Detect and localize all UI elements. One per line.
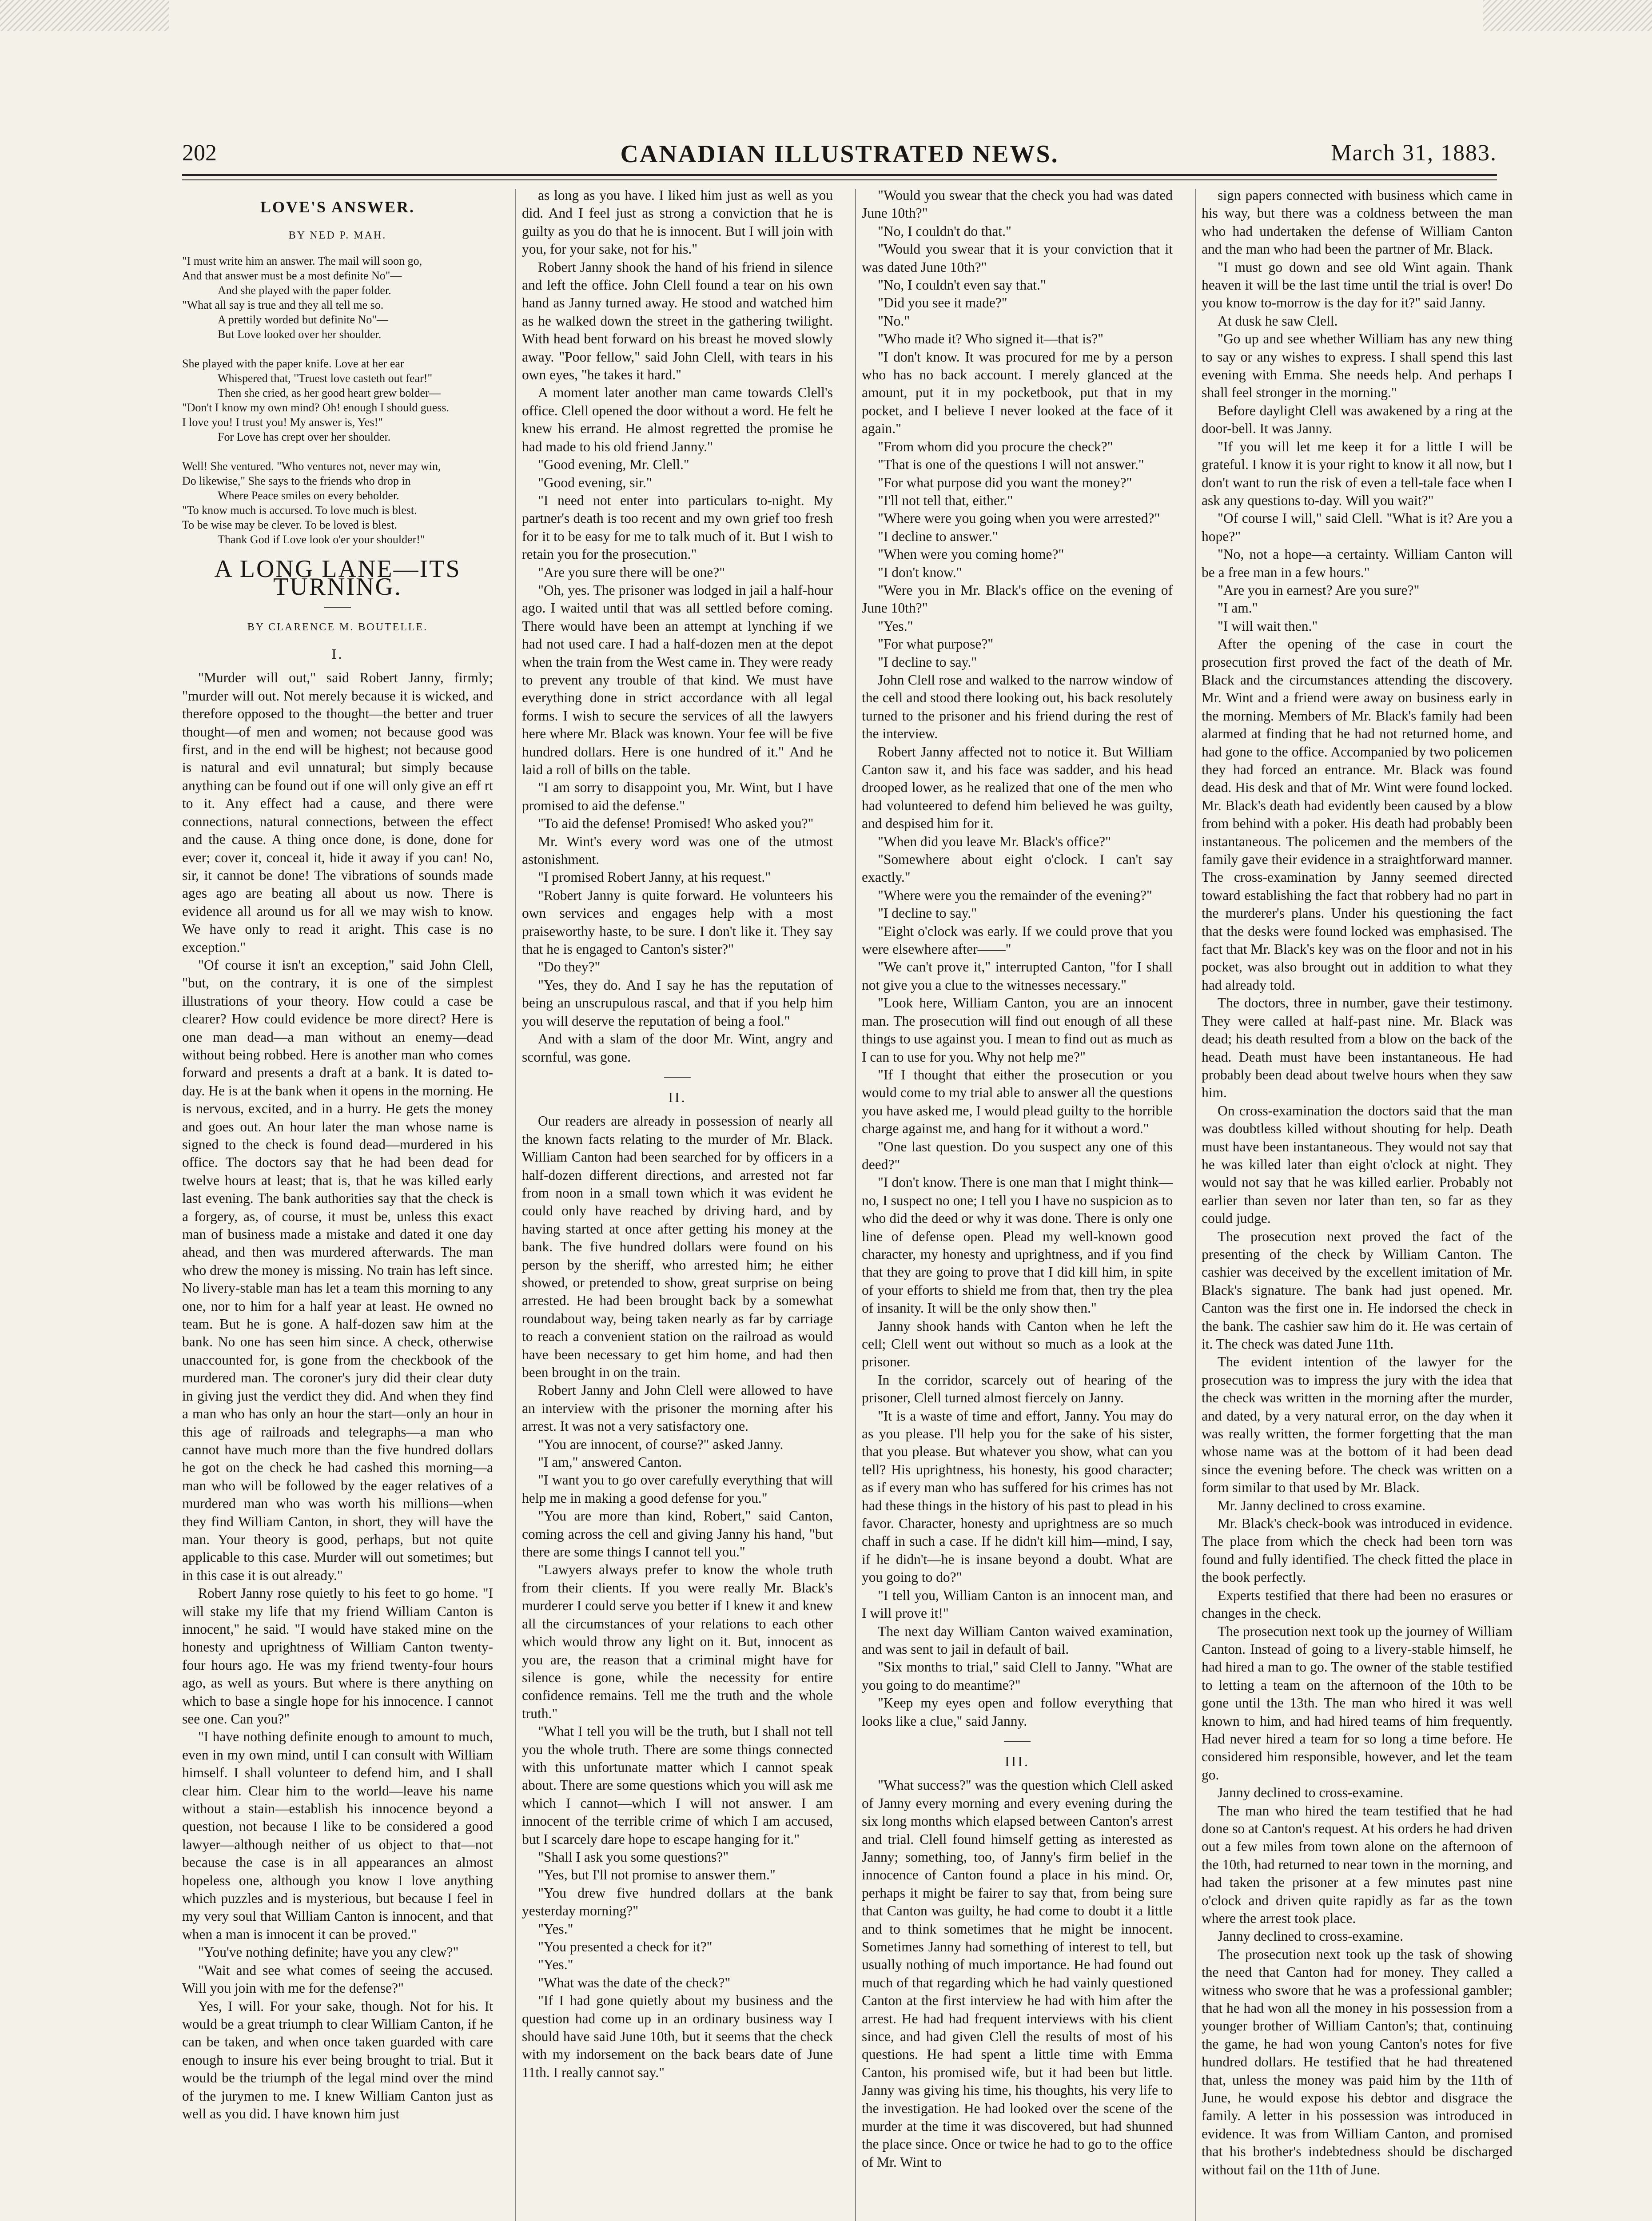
paragraph: A moment later another man came towards Clell's office. Clell opened the door without a word. He felt he knew his errand. He almost regretted the promise he had made to his old friend Janny." xyxy=(522,385,833,454)
paragraph: "Are you sure there will be one?" xyxy=(538,564,725,580)
paragraph: "I don't know. There is one man that I might think—no, I suspect no one; I tell you I have no suspicion as to who did the deed or why it was done. There is only one line of defense open. Plead my well-known good character, my honesty and uprightness, and if you find that they are going to prove that I did kill him, in spite of your efforts to shield me from that, then try the plea of insanity. It will be the only show then." xyxy=(862,1174,1173,1316)
paragraph: "To aid the defense! Promised! Who asked you?" xyxy=(538,816,814,832)
paragraph: "For what purpose?" xyxy=(878,636,994,652)
paragraph: "Keep my eyes open and follow everything that looks like a clue," said Janny. xyxy=(862,1695,1173,1729)
paragraph: The prosecution next took up the task of showing the need that Canton had for money. They called a witness who swore that he was a professional gambler; that he had won all the money in his possession from a younger brother of William Canton's; that, continuing the game, he had won young Canton's notes for five hundred dollars. He testified that he had threatened that, unless the money was paid him by the 11th of June, he would expose his debtor and disgrace the family. A letter in his possession was introduced in evidence. It was from William Canton, and promised that his brother's indebtedness should be discharged without fail on the 11th of June. xyxy=(1202,1946,1513,2177)
chapter-heading: I. xyxy=(331,646,344,662)
paragraph: "I don't know. It was procured for me by a person who has no back account. I merely glanced at the amount, put it in my pocketbook, put that in my pocket, and I believe I never looked at the face of it again." xyxy=(862,349,1173,437)
paragraph: At dusk he saw Clell. xyxy=(1218,313,1338,329)
paragraph: Mr. Wint's every word was one of the utmost astonishment. xyxy=(522,833,833,868)
poem-line: She played with the paper knife. Love at her ear xyxy=(182,357,404,370)
poem-line: Where Peace smiles on every beholder. xyxy=(218,489,399,502)
paragraph: "You've nothing definite; have you any clew?" xyxy=(198,1944,459,1960)
paragraph: "I am sorry to disappoint you, Mr. Wint, but I have promised to aid the defense." xyxy=(522,780,833,813)
paragraph: "You presented a check for it?" xyxy=(538,1939,713,1954)
paragraph: "When did you leave Mr. Black's office?" xyxy=(878,833,1111,849)
paragraph: "We can't prove it," interrupted Canton, "for I shall not give you a clue to the witnesses necessary." xyxy=(862,959,1173,993)
page-number: 202 xyxy=(182,140,217,166)
column-text xyxy=(1202,187,1513,2179)
poem-line xyxy=(182,444,493,459)
paragraph: "I'll not tell that, either." xyxy=(878,492,1013,508)
paragraph: "No." xyxy=(878,313,910,329)
paragraph: Robert Janny rose quietly to his feet to go home. "I will stake my life that my friend William Canton is innocent," he said. "I would have staked mine on the honesty and uprightness of William Canton twenty-four hours ago. He was my friend twenty-four hours ago, as well as yours. But where is there anything on which to base a single hope for his innocence. I cannot see one. Can you?" xyxy=(182,1585,493,1727)
paragraph: "Who made it? Who signed it—that is?" xyxy=(878,331,1104,347)
paragraph: "It is a waste of time and effort, Janny. You may do as you please. I'll help you for the sake of his sister, that you please. But whatever you show, what can you tell? His uprightness, his honesty, his good character; as if every man who has suffered for his crimes has not had these things in the history of his past to plead in his favor. Character, honesty and uprightness are so much chaff in such a case. If he didn't kill him—mind, I say, if he didn't—he is insane beyond a doubt. What are you going to do?" xyxy=(862,1408,1173,1585)
poem-line: But Love looked over her shoulder. xyxy=(218,327,382,341)
poem-line: A prettily worded but definite No"— xyxy=(218,313,388,326)
column-text xyxy=(862,187,1173,2171)
column-divider xyxy=(515,189,516,2221)
paragraph: "If I had gone quietly about my business and the question had come up in an ordinary business way I should have said June 10th, but it seems that the check with my indorsement on the back bears date of June 11th. I really cannot say." xyxy=(522,1993,833,2080)
paragraph: "Would you swear that the check you had was dated June 10th?" xyxy=(862,187,1173,221)
poem-line: "To know much is accursed. To love much is blest. xyxy=(182,503,417,517)
poem-title: LOVE'S ANSWER. xyxy=(260,198,415,216)
paragraph: "One last question. Do you suspect any one of this deed?" xyxy=(862,1138,1173,1172)
paragraph: Janny declined to cross-examine. xyxy=(1218,1928,1404,1944)
paragraph: Experts testified that there had been no erasures or changes in the check. xyxy=(1202,1587,1513,1621)
paragraph: "Were you in Mr. Black's office on the evening of June 10th?" xyxy=(862,582,1173,616)
paragraph: The man who hired the team testified that he had done so at Canton's request. At his orders he had driven out a few miles from town alone on the afternoon of the 10th, had returned to near town in the morning, and had taken the prisoner at a few minutes past nine o'clock and driven quite rapidly as far as the town where the arrest took place. xyxy=(1202,1803,1513,1926)
paragraph: The prosecution next proved the fact of the presenting of the check by William Canton. The cashier was deceived by the excellent imitation of Mr. Black's signature. The bank had just opened. Mr. Canton was the first one in. He indorsed the check in the bank. The cashier saw him do it. He was certain of it. The check was dated June 11th. xyxy=(1202,1228,1513,1352)
paragraph: In the corridor, scarcely out of hearing of the prisoner, Clell turned almost fiercely on Janny. xyxy=(862,1372,1173,1406)
story-byline: BY CLARENCE M. BOUTELLE. xyxy=(247,621,428,633)
poem-byline: BY NED P. MAH. xyxy=(288,230,387,242)
paragraph: "What was the date of the check?" xyxy=(538,1974,731,1990)
paper-title: CANADIAN ILLUSTRATED NEWS. xyxy=(620,140,1059,168)
paragraph: Janny declined to cross-examine. xyxy=(1218,1785,1404,1801)
story-title: A LONG LANE—ITS TURNING. xyxy=(214,555,461,601)
poem-line: Well! She ventured. "Who ventures not, never may win, xyxy=(182,459,441,473)
poem-line xyxy=(182,342,493,356)
paragraph: "When were you coming home?" xyxy=(878,546,1064,562)
paragraph: "Eight o'clock was early. If we could prove that you were elsewhere after——" xyxy=(862,923,1173,957)
paragraph: "You drew five hundred dollars at the bank yesterday morning?" xyxy=(522,1885,833,1919)
column-3 xyxy=(862,187,1173,2221)
paragraph: "Look here, William Canton, you are an innocent man. The prosecution will find out enough of all these things to use against you. I mean to find out as much as I can to use for you. Why not help me?" xyxy=(862,995,1173,1065)
paragraph: John Clell rose and walked to the narrow window of the cell and stood there looking out, his back resolutely turned to the prisoner and his friend during the rest of the interview. xyxy=(862,672,1173,742)
paragraph: The doctors, three in number, gave their testimony. They were called at half-past nine. Mr. Black was dead; his death resulted from a blow on the back of the head. Death must have been instantaneous. He had probably been dead about twelve hours when they saw him. xyxy=(1202,995,1513,1101)
paragraph: "No, I couldn't even say that." xyxy=(878,277,1046,293)
paragraph: "Oh, yes. The prisoner was lodged in jail a half-hour ago. I waited until that was all settled before coming. There would have been an attempt at lynching if we had not used care. I had a half-dozen men at the depot when the train from the West came in. They were ready to prevent any trouble of that kind. We must have everything done in strict accordance with all legal forms. I wish to secure the services of all the lawyers here where Mr. Black was known. Your fee will be five hundred dollars. Here is one hundred of it." And he laid a roll of bills on the table. xyxy=(522,582,833,777)
chapter-heading: III. xyxy=(1005,1753,1030,1769)
paragraph: "Are you in earnest? Are you sure?" xyxy=(1218,582,1420,598)
column-divider xyxy=(855,189,856,2221)
paragraph: "I decline to say." xyxy=(878,654,977,670)
paragraph: The prosecution next took up the journey of William Canton. Instead of going to a livery-stable himself, he had hired a man to go. The owner of the stable testified to letting a team on the afternoon of the 10th to be gone until the 13th. The man who hired it was well known to him, and had hired teams of him frequently. Had never hired a team for so long a time before. He considered him responsible, however, and let the team go. xyxy=(1202,1623,1513,1783)
paragraph: "What success?" was the question which Clell asked of Janny every morning and every evening during the six long months which elapsed between Canton's arrest and trial. Clell found himself getting as interested as Janny; something, too, of Janny's firm belief in the innocence of Canton found a place in his mind. Or, perhaps it might be fairer to say that, from being sure that Canton was guilty, he had come to doubt it a little and to think sometimes that he might be innocent. Sometimes Janny had something of interest to tell, but usually nothing of much importance. He had found out much of that regarding which he had vainly questioned Canton at the first interview he had with him after the arrest. He had had frequent interviews with his client since, and had given Clell the results of most of his questions. He had spent a little time with Emma Canton, his promised wife, but it had been but little. Janny was giving his time, his thoughts, his very life to the investigation. He had looked over the scene of the murder at the time it was discovered, but had shunned the place since. Once or twice he had to go to the office of Mr. Wint to xyxy=(862,1777,1173,2170)
paragraph: "No, I couldn't do that." xyxy=(878,223,1011,239)
paragraph: "Yes, but I'll not promise to answer them." xyxy=(538,1867,776,1883)
page-corner-stain-right xyxy=(1483,0,1652,31)
paragraph: "Good evening, Mr. Clell." xyxy=(538,457,689,473)
paragraph: "Go up and see whether William has any new thing to say or any wishes to express. I shall spend this last evening with Emma. She needs help. And perhaps I shall feel stronger in the morning." xyxy=(1202,331,1513,401)
poem-line: To be wise may be clever. To be loved is blest. xyxy=(182,518,397,531)
issue-date: March 31, 1883. xyxy=(1331,140,1497,166)
paragraph: "For what purpose did you want the money?" xyxy=(878,474,1132,490)
column-divider xyxy=(1195,189,1196,2221)
paragraph: "I don't know." xyxy=(878,564,962,580)
section-rule xyxy=(1004,1741,1031,1742)
paragraph: "Did you see it made?" xyxy=(878,295,1007,311)
poem-line: I love you! I trust you! My answer is, Yes!" xyxy=(182,415,383,429)
paragraph: "I have nothing definite enough to amount to much, even in my own mind, until I can consult with William himself. I shall volunteer to defend him, and I shall clear him. Clear him to the world—leave his name without a stain—establish his innocence beyond a question, not because I like to be considered a good lawyer—although neither of us object to that—not because the case is in all appearances an almost hopeless one, although you know I love anything which puzzles and is mysterious, but because I feel in my very soul that William Canton is innocent, and that when a man is innocent it can be proved." xyxy=(182,1729,493,1942)
paragraph: "From whom did you procure the check?" xyxy=(878,438,1113,454)
paragraph: "Good evening, sir." xyxy=(538,474,652,490)
paragraph: "Six months to trial," said Clell to Janny. "What are you going to do meantime?" xyxy=(862,1659,1173,1693)
poem-line: "Don't I know my own mind? Oh! enough I should guess. xyxy=(182,401,449,414)
column-1 xyxy=(182,187,493,2221)
poem-line: And she played with the paper folder. xyxy=(218,283,391,297)
paragraph: "Yes." xyxy=(538,1957,573,1973)
paragraph: "Murder will out," said Robert Janny, firmly; "murder will out. Not merely because it is wicked, and therefore opposed to the thought—the better and truer thought—of men and women; not because good was first, and in the end will be highest; not because good is natural and evil unnatural; but simply because anything can be found out if one will only give an eff rt to it. Any effect had a cause, and there were connections, natural connections, between the effect and the cause. A thing once done, is done, done for ever; cover it, conceal it, hide it away if you can! No, sir, it cannot be done! The vibrations of sounds made ages ago are beating all about us now. There is evidence all around us for all we may wish to know. We have only to read it aright. This case is no exception." xyxy=(182,670,493,955)
paragraph: The evident intention of the lawyer for the prosecution was to impress the jury with the idea that the check was written in the morning after the murder, and dated, by a very natural error, on the day when it was really written, the former forgetting that the man whose name was at the bottom of it had been dead since the evening before. The check was written on a form similar to that used by Mr. Black. xyxy=(1202,1354,1513,1496)
paragraph: "I need not enter into particulars to-night. My partner's death is too recent and my own grief too fresh for it to be easy for me to talk much of it. But I wish to retain you for the prosecution." xyxy=(522,492,833,562)
masthead xyxy=(182,140,1497,167)
paragraph: "I want you to go over carefully everything that will help me in making a good defense for you." xyxy=(522,1472,833,1506)
paragraph: "I am," answered Canton. xyxy=(538,1454,682,1470)
poem-line: Then she cried, as her good heart grew bolder— xyxy=(218,386,441,399)
paragraph: Robert Janny shook the hand of his friend in silence and left the office. John Clell found a tear on his own hand as Janny turned away. He stood and watched him as he walked down the street in the gathering twilight. With head bent forward on his breast he moved slowly away. "Poor fellow," said John Clell, with tears in his own eyes, "he takes it hard." xyxy=(522,259,833,383)
paragraph: "Yes." xyxy=(878,618,913,634)
paragraph: On cross-examination the doctors said that the man was doubtless killed without shouting for help. Death must have been instantaneous. They would not say that he was killed later than eight o'clock at night. They would not say that he was killed earlier. Probably not earlier than seven nor later than ten, so far as they could judge. xyxy=(1202,1103,1513,1226)
paragraph: "Of course it isn't an exception," said John Clell, "but, on the contrary, it is one of the simplest illustrations of your theory. How could a case be clearer? How could evidence be more direct? Here is one man dead—a man without an enemy—dead without being robbed. Here is another man who comes forward and presents a draft at a bank. It is dated to-day. He is at the bank when it opens in the morning. He is nervous, excited, and in a hurry. He gets the money and goes out. An hour later the man whose name is signed to the check is found dead—murdered in his office. The doctors say that he had been dead for twelve hours at least; that is, that he was killed early last evening. The bank authorities say that the check is a forgery, as, of course, it must be, unless this exact man of business made a mistake and dated it one day ahead, and then was murdered afterwards. The man who drew the money is missing. No train has left since. No livery-stable man has let a team this morning to any one, nor to him for a half year at least. He owned no team. But he is gone. A half-dozen saw him at the bank. No one has seen him since. A check, otherwise unaccounted for, is gone from the checkbook of the murdered man. The coroner's jury did their clear duty in giving just the verdict they did. And when they find a man who has only an hour the start—only an hour in this age of railroads and telegraphs—a man who cannot have much more than the five hundred dollars he got on the check he had cashed this morning—a man who will be followed by the eager relatives of a murdered man who was worth his millions—when they find William Canton, in short, they will have the man. Your theory is good, perhaps, but not quite applicable to this case. Murder will out sometimes; but in this case it is out already." xyxy=(182,957,493,1583)
paragraph: Robert Janny affected not to notice it. But William Canton saw it, and his face was sadder, and his head drooped lower, as he realized that one of the men who had volunteered to defend him believed he was guilty, and despised him for it. xyxy=(862,744,1173,832)
paragraph: "I must go down and see old Wint again. Thank heaven it will be the last time until the trial is over! Do you know to-morrow is the day for it?" said Janny. xyxy=(1202,259,1513,311)
paragraph: Mr. Black's check-book was introduced in evidence. The place from which the check had been torn was found and fully identified. The check fitted the place in the book perfectly. xyxy=(1202,1516,1513,1585)
paragraph: Before daylight Clell was awakened by a ring at the door-bell. It was Janny. xyxy=(1202,402,1513,437)
paragraph: "If I thought that either the prosecution or you would come to my trial able to answer all the questions you have asked me, I would plead guilty to the horrible charge against me, and hang for it without a word." xyxy=(862,1067,1173,1137)
paragraph: "No, not a hope—a certainty. William Canton will be a free man in a few hours." xyxy=(1202,546,1513,580)
paragraph: "If you will let me keep it for a little I will be grateful. I know it is your right to know it all now, but I don't want to run the risk of even a tell-tale face when I ask any questions to-day. Will you wait?" xyxy=(1202,438,1513,508)
paragraph: "I promised Robert Janny, at his request." xyxy=(538,869,771,885)
paragraph: "Lawyers always prefer to know the whole truth from their clients. If you were really Mr. Black's murderer I could serve you better if I knew it and knew all the circumstances of your relations to each other which would throw any light on it. But, innocent as you are, the reason that a criminal might have for silence is gone, while the necessity for entire confidence remains. Tell me the truth and the whole truth." xyxy=(522,1562,833,1721)
paragraph: sign papers connected with business which came in his way, but there was a coldness between the man who had undertaken the defense of William Canton and the man who had been the partner of Mr. Black. xyxy=(1202,187,1513,257)
paragraph: "Wait and see what comes of seeing the accused. Will you join with me for the defense?" xyxy=(182,1962,493,1996)
paragraph: "Where were you the remainder of the evening?" xyxy=(878,887,1152,903)
paragraph: Our readers are already in possession of nearly all the known facts relating to the murder of Mr. Black. William Canton had been searched for by officers in a half-dozen different directions, and arrested not far from noon in a small town which it was evident he could only have reached by driving hard, and by having started at once after getting his money at the bank. The five hundred dollars were found on his person by the sheriff, who arrested him; he either showed, or pretended to show, great surprise on being arrested. He had been brought back by a somewhat roundabout way, being taken nearly as far by carriage to reach a convenient station on the railroad as would have been necessary to get him home, and had then been brought in on the train. xyxy=(522,1113,833,1380)
chapter-heading: II. xyxy=(668,1089,687,1105)
paragraph: "Shall I ask you some questions?" xyxy=(538,1849,729,1865)
column-text xyxy=(522,187,833,2082)
paragraph: "I decline to answer." xyxy=(878,528,998,544)
poem-line: For Love has crept over her shoulder. xyxy=(218,430,391,443)
paragraph: "You are more than kind, Robert," said Canton, coming across the cell and giving Janny his hand, "but there are some things I cannot tell you." xyxy=(522,1508,833,1560)
paragraph: Mr. Janny declined to cross examine. xyxy=(1218,1497,1426,1513)
title-rule xyxy=(324,607,351,608)
paragraph: "Do they?" xyxy=(538,959,601,975)
paragraph: "I tell you, William Canton is an innocent man, and I will prove it!" xyxy=(862,1587,1173,1621)
paragraph: Janny shook hands with Canton when he left the cell; Clell went out without so much as a look at the prisoner. xyxy=(862,1318,1173,1370)
paragraph: "Somewhere about eight o'clock. I can't say exactly." xyxy=(862,852,1173,885)
poem-line: Thank God if Love look o'er your shoulder!" xyxy=(218,533,425,546)
masthead-rule xyxy=(182,174,1497,176)
paragraph: "Yes, they do. And I say he has the reputation of being an unscrupulous rascal, and that if you help him you will deserve the reputation of being a fool." xyxy=(522,977,833,1029)
paragraph: And with a slam of the door Mr. Wint, angry and scornful, was gone. xyxy=(522,1031,833,1065)
paragraph: "I will wait then." xyxy=(1218,618,1318,634)
column-2 xyxy=(522,187,833,2221)
paragraph: After the opening of the case in court the prosecution first proved the fact of the death of Mr. Black and the circumstances attending the discovery. Mr. Wint and a friend were away on business early in the morning. Members of Mr. Black's family had been alarmed at finding that he had not returned home, and had gone to the office. Accompanied by two policemen they had forced an entrance. Mr. Black was found dead. His desk and that of Mr. Wint were found locked. Mr. Black's death had evidently been caused by a blow from behind with a poker. His death had probably been instantaneous. The policemen and the members of the family gave their evidence in a straightforward manner. The cross-examination by Janny seemed directed toward establishing the fact that robbery had no part in the murderer's plans. Under his questioning the fact that the desks were found locked was emphasised. The fact that Mr. Black's key was on the floor and not in his pocket, was also brought out in addition to what they had already told. xyxy=(1202,636,1513,993)
page-corner-stain-left xyxy=(0,0,169,31)
paragraph: "I am." xyxy=(1218,600,1258,616)
paragraph: "What I tell you will be the truth, but I shall not tell you the whole truth. There are some things connected with this unfortunate matter which I cannot speak about. There are some questions which you will ask me which I cannot—which I will not answer. I am innocent of the terrible crime of which I am accused, but I scarcely dare hope to escape hanging for it." xyxy=(522,1723,833,1847)
poem-line: Do likewise," She says to the friends who drop in xyxy=(182,474,411,487)
column-4 xyxy=(1202,187,1513,2221)
paragraph: "Robert Janny is quite forward. He volunteers his own services and engages help with a most praiseworthy haste, to be sure. I don't like it. They say that he is engaged to Canton's sister?" xyxy=(522,887,833,957)
poem-body xyxy=(182,254,493,547)
paragraph: "Yes." xyxy=(538,1921,573,1937)
paragraph: Yes, I will. For your sake, though. Not for his. It would be a great triumph to clear William Canton, if he can be taken, and when once taken guarded with care enough to insure his ever being brought to trial. But it would be the triumph of the legal mind over the mind of the jurymen to me. I knew William Canton just as well as you did. I have known him just xyxy=(182,1998,493,2121)
paragraph: "I decline to say." xyxy=(878,905,977,921)
poem-line: Whispered that, "Truest love casteth out fear!" xyxy=(218,371,433,385)
paragraph: The next day William Canton waived examination, and was sent to jail in default of bail. xyxy=(862,1623,1173,1657)
poem-line: "I must write him an answer. The mail will soon go, xyxy=(182,254,422,267)
paragraph: "Of course I will," said Clell. "What is it? Are you a hope?" xyxy=(1202,510,1513,544)
column-text xyxy=(182,669,493,2123)
paragraph: as long as you have. I liked him just as well as you did. And I feel just as strong a conviction that he is guilty as you do that he is innocent. But I will join with you, for your sake, not for his." xyxy=(522,187,833,257)
paragraph: "You are innocent, of course?" asked Janny. xyxy=(538,1436,784,1452)
paragraph: "That is one of the questions I will not answer." xyxy=(878,457,1144,473)
section-rule xyxy=(664,1077,691,1078)
paragraph: "Where were you going when you were arrested?" xyxy=(878,510,1160,526)
paragraph: "Would you swear that it is your conviction that it was dated June 10th?" xyxy=(862,241,1173,275)
poem-line: And that answer must be a most definite No"— xyxy=(182,269,402,282)
paragraph: Robert Janny and John Clell were allowed to have an interview with the prisoner the morning after his arrest. It was not a very satisfactory one. xyxy=(522,1382,833,1434)
poem-line: "What all say is true and they all tell me so. xyxy=(182,298,384,311)
masthead-rule-thin xyxy=(182,179,1497,180)
